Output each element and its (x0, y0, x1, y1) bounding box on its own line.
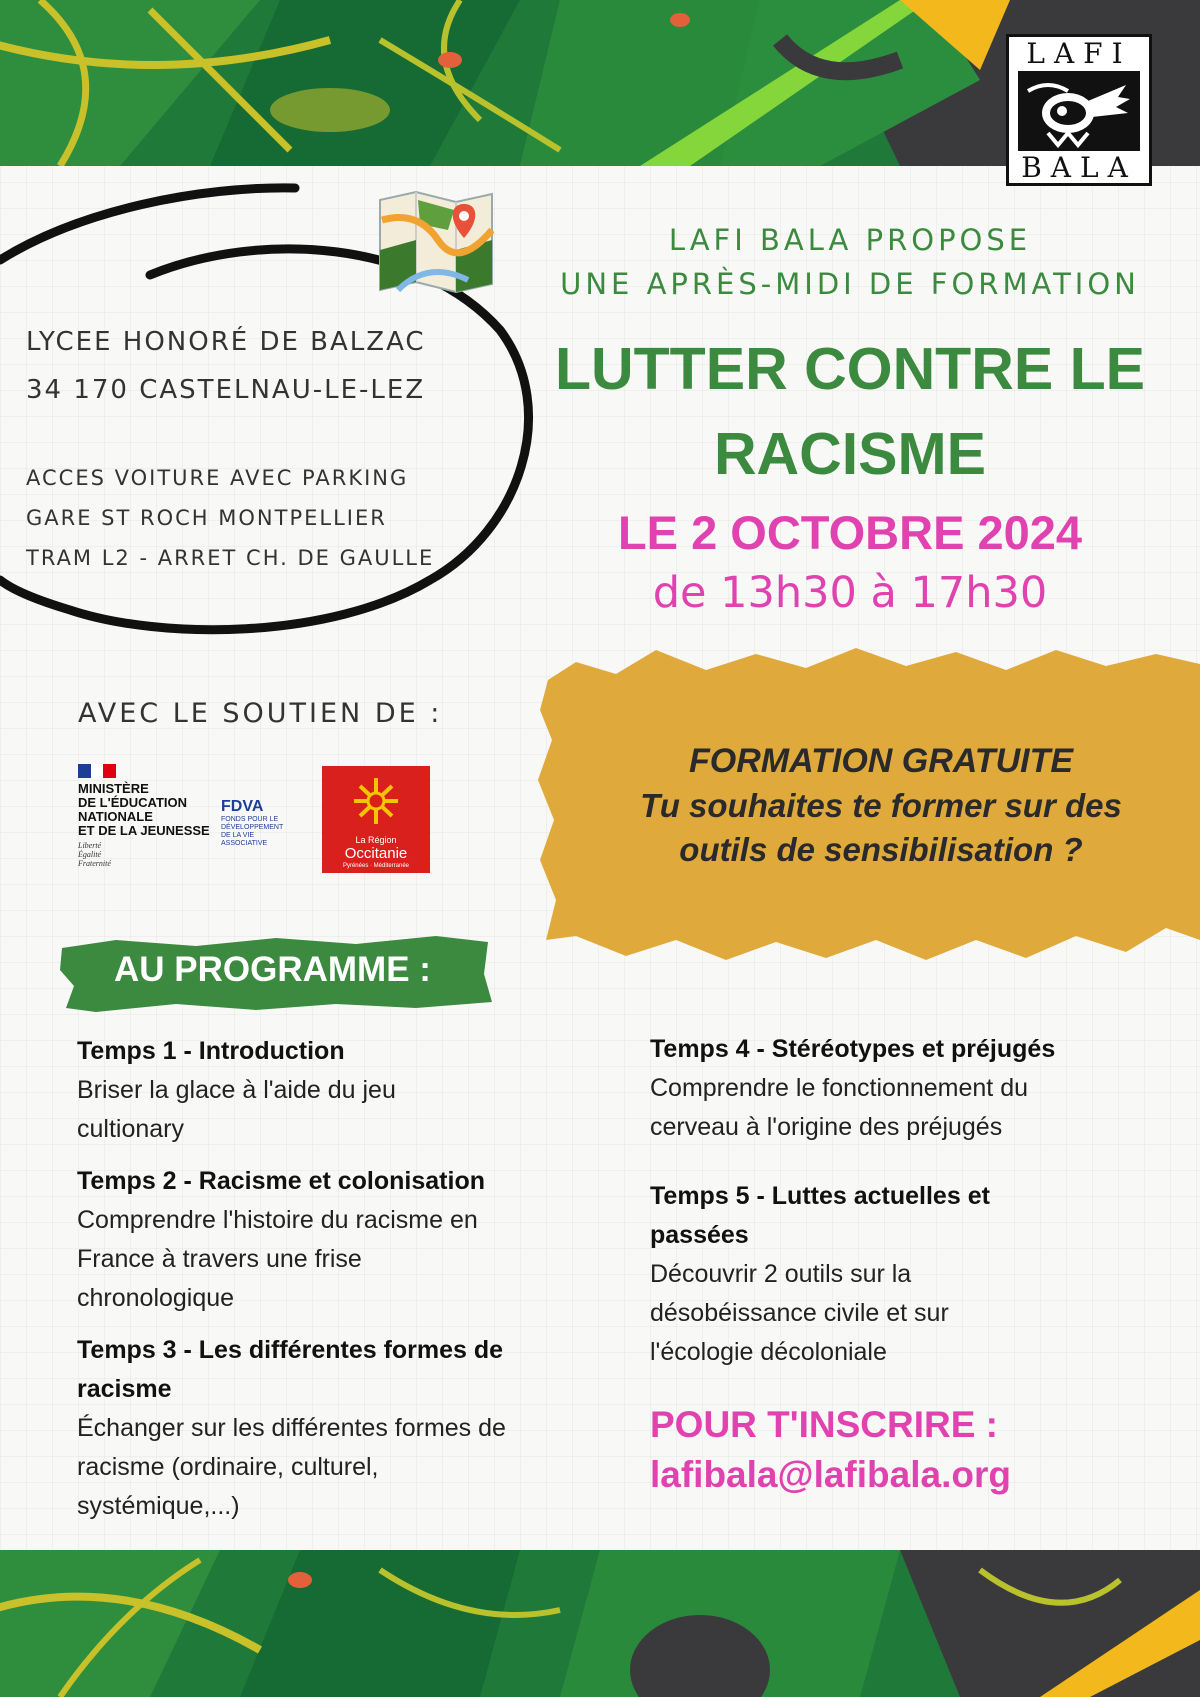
occitanie-logo (322, 766, 430, 873)
map-icon (378, 190, 494, 298)
ministry-line-3: NATIONALE (78, 809, 153, 824)
venue-block (26, 318, 426, 414)
intro-line-2: UNE APRÈS-MIDI DE FORMATION (560, 267, 1140, 301)
logo-bottom-text: BALA (1021, 151, 1137, 184)
ministry-logo (78, 764, 216, 876)
ministry-line-2: DE L'ÉDUCATION (78, 795, 188, 810)
program-heading: AU PROGRAMME : (114, 950, 431, 989)
program-item-3-title-2: racisme (77, 1375, 172, 1403)
fdva-sub-4: ASSOCIATIVE (221, 840, 268, 847)
motto-fraternite: Fraternité (78, 859, 111, 868)
program-item-5-title-1: Temps 5 - Luttes actuelles et (650, 1182, 990, 1210)
venue-name: LYCEE HONORÉ DE BALZAC (26, 327, 426, 357)
access-train: GARE ST ROCH MONTPELLIER (26, 506, 387, 530)
program-item-3-title-1: Temps 3 - Les différentes formes de (77, 1336, 504, 1364)
program-item-5-line-1: Découvrir 2 outils sur la (650, 1260, 912, 1288)
intro-line-1: LAFI BALA PROPOSE (668, 223, 1032, 257)
region-line-1: La Région (355, 835, 397, 845)
program-item-1 (77, 1032, 607, 1149)
program-item-5-line-3: l'écologie décoloniale (650, 1338, 887, 1366)
callout-text (586, 738, 1176, 872)
occitan-cross-icon (346, 772, 406, 830)
event-hours: de 13h30 à 17h30 (652, 568, 1048, 618)
access-tram: TRAM L2 - ARRET CH. DE GAULLE (26, 546, 435, 570)
program-item-3-line-1: Échanger sur les différentes formes de (77, 1414, 506, 1442)
logo-top-text: LAFI (1026, 37, 1132, 70)
fdva-title: FDVA (221, 798, 264, 815)
title-line-1: LUTTER CONTRE LE (555, 336, 1145, 402)
program-item-1-line-2: cultionary (77, 1115, 184, 1143)
bottom-leaf-banner (0, 1550, 1200, 1697)
program-item-3 (77, 1331, 607, 1526)
fdva-sub-3: DE LA VIE (221, 832, 255, 839)
callout-line-2: Tu souhaites te former sur des (640, 787, 1122, 824)
access-block (26, 458, 434, 578)
program-item-2-title: Temps 2 - Racisme et colonisation (77, 1167, 485, 1195)
program-item-2-line-1: Comprendre l'histoire du racisme en (77, 1206, 478, 1234)
signup-email-link[interactable]: lafibala@lafibala.org (650, 1454, 1011, 1495)
program-item-5-line-2: désobéissance civile et sur (650, 1299, 949, 1327)
header-block (540, 218, 1160, 620)
fdva-logo (221, 798, 293, 848)
event-date: LE 2 OCTOBRE 2024 (617, 506, 1083, 559)
support-label: AVEC LE SOUTIEN DE : (78, 698, 443, 729)
lafi-bala-logo (1006, 34, 1152, 186)
callout-line-1: FORMATION GRATUITE (688, 742, 1074, 780)
ministry-line-1: MINISTÈRE (78, 781, 149, 796)
program-item-4-line-2: cerveau à l'origine des préjugés (650, 1113, 1003, 1141)
program-item-4-title: Temps 4 - Stéréotypes et préjugés (650, 1035, 1056, 1063)
venue-city: 34 170 CASTELNAU-LE-LEZ (26, 375, 426, 405)
program-item-5 (650, 1177, 1180, 1372)
program-item-4-line-1: Comprendre le fonctionnement du (650, 1074, 1029, 1102)
program-item-2 (77, 1162, 607, 1318)
program-item-1-line-1: Briser la glace à l'aide du jeu (77, 1076, 396, 1104)
motto-egalite: Égalité (78, 850, 102, 859)
bird-emblem-icon (1018, 71, 1140, 151)
access-car: ACCES VOITURE AVEC PARKING (26, 466, 409, 490)
title-line-2: RACISME (713, 421, 987, 487)
fdva-sub-2: DÉVELOPPEMENT (221, 824, 284, 831)
motto-liberte: Liberté (78, 841, 102, 850)
program-item-3-line-3: systémique,...) (77, 1492, 240, 1520)
signup-label: POUR T'INSCRIRE : (650, 1404, 998, 1445)
program-item-5-title-2: passées (650, 1221, 749, 1249)
region-line-2: Occitanie (344, 845, 408, 862)
program-item-4 (650, 1030, 1180, 1147)
signup-block (650, 1400, 1011, 1500)
region-line-3: Pyrénées · Méditerranée (342, 863, 410, 869)
fdva-sub-1: FONDS POUR LE (221, 816, 279, 823)
callout-line-3: outils de sensibilisation ? (679, 831, 1083, 868)
program-item-3-line-2: racisme (ordinaire, culturel, (77, 1453, 379, 1481)
program-item-2-line-2: France à travers une frise (77, 1245, 362, 1273)
program-item-2-line-3: chronologique (77, 1284, 235, 1312)
ministry-line-4: ET DE LA JEUNESSE (78, 823, 210, 838)
program-item-1-title: Temps 1 - Introduction (77, 1037, 345, 1065)
french-flag-icon (78, 764, 116, 778)
